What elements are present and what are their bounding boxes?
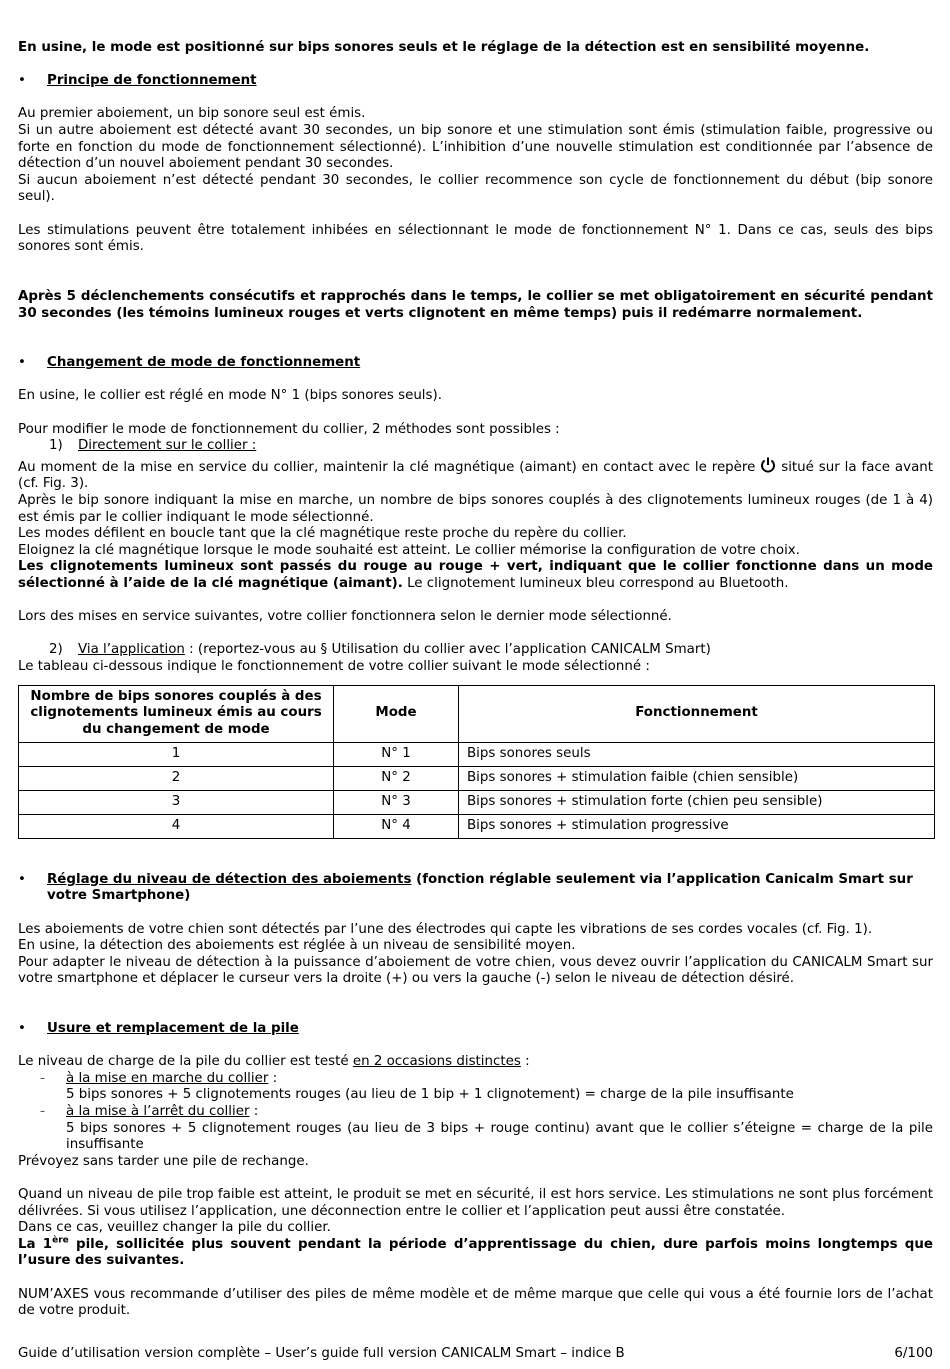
table-cell: Bips sonores + stimulation progressive xyxy=(459,814,935,838)
paragraph: Pour adapter le niveau de détection à la puissance d’aboiement de votre chien, vous devez ouvrir l’application du CANICALM Smart sur votre smartphone et déplacer le curseur vers la droite (+) ou vers la gauche (-) selon le niveau de détection désiré. xyxy=(18,954,933,987)
paragraph: Pour modifier le mode de fonctionnement du collier, 2 méthodes sont possibles : xyxy=(18,421,560,437)
section-title: Usure et remplacement de la pile xyxy=(47,1021,299,1037)
paragraph: Le niveau de charge de la pile du collier est testé en 2 occasions distinctes : xyxy=(18,1054,530,1070)
table-cell: 1 xyxy=(19,742,334,766)
table-header: Nombre de bips sonores couplés à des clignotements lumineux émis au cours du changement de mode xyxy=(19,685,334,742)
paragraph: En usine, le collier est réglé en mode N° 1 (bips sonores seuls). xyxy=(18,388,442,404)
paragraph: Le tableau ci-dessous indique le fonctionnement de votre collier suivant le mode sélectionné : xyxy=(18,658,650,674)
paragraph: Lors des mises en service suivantes, votre collier fonctionnera selon le dernier mode sélectionné. xyxy=(18,609,672,625)
safety-note: Après 5 déclenchements consécutifs et rapprochés dans le temps, le collier se met obligatoirement en sécurité pendant 30 secondes (les témoins lumineux rouges et verts clignotent en même temps) puis il redémarre normalement. xyxy=(18,288,933,321)
section-heading-principle: • Principe de fonctionnement xyxy=(18,73,257,89)
table-cell: N° 1 xyxy=(334,742,459,766)
paragraph: Après le bip sonore indiquant la mise en marche, un nombre de bips sonores couplés à des clignotements lumineux rouges (de 1 à 4) est émis par le collier indiquant le mode sélectionné. xyxy=(18,493,933,525)
intro-note: En usine, le mode est positionné sur bips sonores seuls et le réglage de la détection est en sensibilité moyenne. xyxy=(18,40,870,55)
section-title: Changement de mode de fonctionnement xyxy=(47,355,361,371)
table-cell: 2 xyxy=(19,766,334,790)
paragraph: Les aboiements de votre chien sont détectés par l’une des électrodes qui capte les vibrations de ses cordes vocales (cf. Fig. 1). xyxy=(18,921,873,937)
table-cell: 3 xyxy=(19,790,334,814)
paragraph: En usine, la détection des aboiements est réglée à un niveau de sensibilité moyen. xyxy=(18,938,576,954)
section-heading-detection: • Réglage du niveau de détection des aboiements (fonction réglable seulement via l’application Canicalm Smart sur votre Smartphone) xyxy=(18,871,913,904)
paragraph: 5 bips sonores + 5 clignotements rouges (au lieu de 1 bip + 1 clignotement) = charge de la pile insuffisante xyxy=(66,1087,794,1103)
table-cell: Bips sonores + stimulation forte (chien peu sensible) xyxy=(459,790,935,814)
table-header: Mode xyxy=(334,685,459,742)
section-heading-mode-change: • Changement de mode de fonctionnement xyxy=(18,355,361,371)
paragraph: Au premier aboiement, un bip sonore seul est émis. xyxy=(18,106,366,122)
paragraph: NUM’AXES vous recommande d’utiliser des piles de même modèle et de même marque que celle qui vous a été fournie lors de l’achat de votre produit. xyxy=(18,1286,933,1319)
method-2: 2) Via l’application : (reportez-vous au § Utilisation du collier avec l’application CANICALM Smart) xyxy=(49,642,711,658)
table-row xyxy=(19,742,935,766)
table-header: Fonctionnement xyxy=(459,685,935,742)
paragraph: Eloignez la clé magnétique lorsque le mode souhaité est atteint. Le collier mémorise la configuration de votre choix. xyxy=(18,542,800,558)
table-row xyxy=(19,814,935,838)
power-icon xyxy=(760,457,776,473)
paragraph: Les modes défilent en boucle tant que la clé magnétique reste proche du repère du collier. xyxy=(18,526,627,542)
list-item: – à la mise en marche du collier : xyxy=(40,1070,278,1086)
paragraph: Prévoyez sans tarder une pile de rechange. xyxy=(18,1153,309,1169)
table-cell: Bips sonores + stimulation faible (chien sensible) xyxy=(459,766,935,790)
paragraph: Les stimulations peuvent être totalement inhibées en sélectionnant le mode de fonctionnement N° 1. Dans ce cas, seuls des bips sonores sont émis. xyxy=(18,222,933,255)
page-content xyxy=(18,40,933,1320)
paragraph: Si un autre aboiement est détecté avant 30 secondes, un bip sonore et une stimulation sont émis (stimulation faible, progressive ou forte en fonction du mode de fonctionnement sélectionné). L’inhibition d’une nouvelle stimulation est conditionnée par l’absence de détection d’un nouvel aboiement pendant 30 secondes. xyxy=(18,122,933,172)
table-row xyxy=(19,766,935,790)
battery-note: La 1ère pile, sollicitée plus souvent pendant la période d’apprentissage du chien, dure parfois moins longtemps que l’usure des suivantes. xyxy=(18,1235,933,1269)
footer-title: Guide d’utilisation version complète – User’s guide full version CANICALM Smart – indice B xyxy=(18,1346,625,1361)
table-cell: 4 xyxy=(19,814,334,838)
page-number: 6/100 xyxy=(894,1346,933,1361)
paragraph: Dans ce cas, veuillez changer la pile du collier. xyxy=(18,1220,331,1236)
table-cell: Bips sonores seuls xyxy=(459,742,935,766)
table-cell: N° 2 xyxy=(334,766,459,790)
paragraph: Les clignotements lumineux sont passés du rouge au rouge + vert, indiquant que le collier fonctionne dans un mode sélectionné à l’aide de la clé magnétique (aimant). Le clignotement lumineux bleu correspond au Bluetooth. xyxy=(18,559,933,591)
paragraph: Quand un niveau de pile trop faible est atteint, le produit se met en sécurité, il est hors service. Les stimulations ne sont plus forcément délivrées. Si vous utilisez l’application, une déconnection entre le collier et l’application peut aussi être constatée. xyxy=(18,1187,933,1219)
table-row xyxy=(19,790,935,814)
paragraph: Si aucun aboiement n’est détecté pendant 30 secondes, le collier recommence son cycle de fonctionnement du début (bip sonore seul). xyxy=(18,172,933,205)
table-cell: N° 4 xyxy=(334,814,459,838)
table-cell: N° 3 xyxy=(334,790,459,814)
paragraph: Au moment de la mise en service du collier, maintenir la clé magnétique (aimant) en contact avec le repère situé sur la face avant (cf. Fig. 3). xyxy=(18,457,933,493)
section-title: Réglage du niveau de détection des aboiements xyxy=(47,871,412,887)
section-title: Principe de fonctionnement xyxy=(47,73,257,89)
method-1: 1) Directement sur le collier : xyxy=(49,438,257,454)
page-footer xyxy=(18,1346,933,1363)
table-header-row xyxy=(19,685,935,742)
mode-table xyxy=(18,685,935,839)
paragraph: 5 bips sonores + 5 clignotement rouges (au lieu de 3 bips + rouge continu) avant que le collier s’éteigne = charge de la pile insuffisante xyxy=(66,1120,933,1153)
list-item: – à la mise à l’arrêt du collier : xyxy=(40,1104,259,1120)
section-heading-battery: • Usure et remplacement de la pile xyxy=(18,1021,299,1037)
